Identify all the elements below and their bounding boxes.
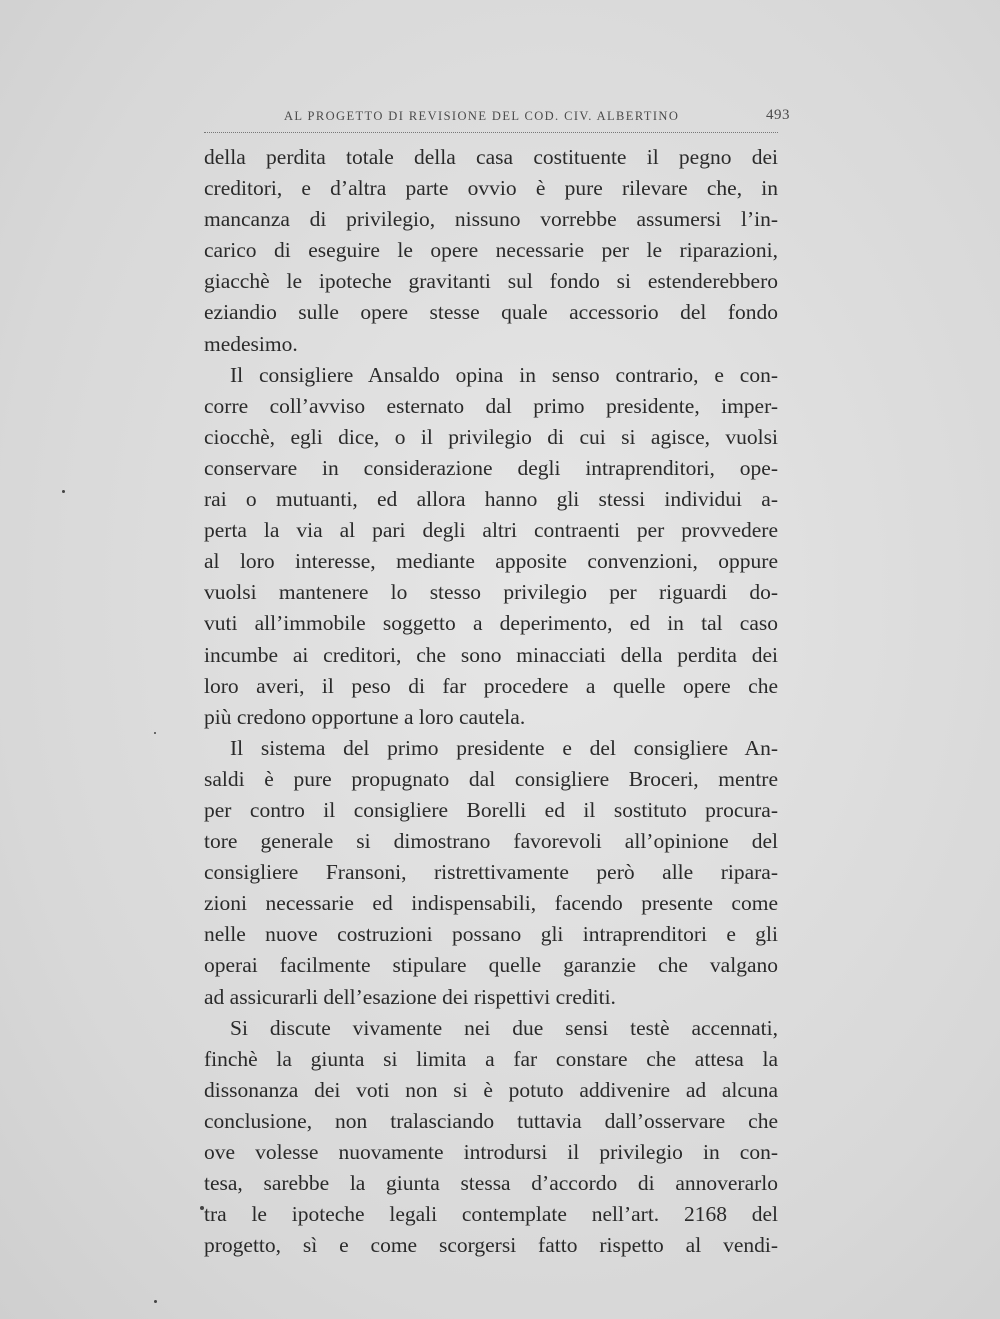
text-line: carico di eseguire le opere necessarie per le riparazioni, bbox=[204, 238, 778, 263]
text-line: tore generale si dimostrano favorevoli all’opinione del bbox=[204, 829, 778, 854]
text-line: saldi è pure propugnato dal consigliere Broceri, mentre bbox=[204, 766, 778, 791]
print-speck bbox=[154, 1300, 157, 1303]
text-line: tesa, sarebbe la giunta stessa d’accordo di annoverarlo bbox=[204, 1171, 778, 1196]
running-header bbox=[284, 107, 790, 129]
print-speck bbox=[62, 490, 65, 493]
text-line: progetto, sì e come scorgersi fatto rispetto al vendi- bbox=[204, 1233, 778, 1258]
text-line: ad assicurarli dell’esazione dei rispettivi crediti. bbox=[204, 984, 616, 1009]
text-line: mancanza di privilegio, nissuno vorrebbe assumersi l’in- bbox=[204, 207, 778, 232]
text-line: conclusione, non tralasciando tuttavia dall’osservare che bbox=[204, 1108, 778, 1133]
text-line: ove volesse nuovamente introdursi il privilegio in con- bbox=[204, 1140, 778, 1164]
text-line: vuti all’immobile soggetto a deperimento, ed in tal caso bbox=[204, 611, 778, 636]
print-speck bbox=[200, 1206, 204, 1210]
running-title: AL PROGETTO DI REVISIONE DEL COD. CIV. ALBERTINO bbox=[284, 109, 680, 123]
text-line: incumbe ai creditori, che sono minacciati della perdita dei bbox=[204, 642, 778, 667]
text-line: zioni necessarie ed indispensabili, facendo presente come bbox=[204, 891, 778, 916]
text-line: ciocchè, egli dice, o il privilegio di cui si agisce, vuolsi bbox=[204, 424, 778, 449]
text-line: rai o mutuanti, ed allora hanno gli stessi individui a- bbox=[204, 487, 778, 512]
text-line: conservare in considerazione degli intraprenditori, ope- bbox=[204, 455, 778, 480]
text-line: per contro il consigliere Borelli ed il sostituto procura- bbox=[204, 797, 778, 822]
text-line: loro averi, il peso di far procedere a quelle opere che bbox=[204, 673, 778, 698]
text-line: operai facilmente stipulare quelle garanzie che valgano bbox=[204, 953, 778, 978]
text-line: nelle nuove costruzioni possano gli intraprenditori e gli bbox=[204, 922, 778, 947]
text-line: consigliere Fransoni, ristrettivamente però alle ripara- bbox=[204, 860, 778, 885]
text-line: dissonanza dei voti non si è potuto addivenire ad alcuna bbox=[204, 1077, 778, 1102]
text-line: medesimo. bbox=[204, 331, 298, 356]
text-line: giacchè le ipoteche gravitanti sul fondo si estenderebbero bbox=[204, 269, 778, 294]
page-number: 493 bbox=[766, 107, 790, 123]
text-line: più credono opportune a loro cautela. bbox=[204, 704, 526, 729]
text-line: perta la via al pari degli altri contraenti per provvedere bbox=[204, 518, 778, 543]
text-line: corre coll’avviso esternato dal primo presidente, imper- bbox=[204, 393, 778, 418]
text-line: vuolsi mantenere lo stesso privilegio per riguardi do- bbox=[204, 580, 778, 605]
text-line: Il sistema del primo presidente e del consigliere An- bbox=[230, 735, 778, 760]
text-line: creditori, e d’altra parte ovvio è pure rilevare che, in bbox=[204, 176, 778, 201]
text-line: Il consigliere Ansaldo opina in senso contrario, e con- bbox=[230, 362, 778, 387]
text-line: della perdita totale della casa costituente il pegno dei bbox=[204, 145, 778, 169]
print-speck bbox=[154, 732, 156, 734]
text-line: al loro interesse, mediante apposite convenzioni, oppure bbox=[204, 549, 778, 574]
header-rule bbox=[204, 132, 778, 133]
text-line: eziandio sulle opere stesse quale accessorio del fondo bbox=[204, 300, 778, 325]
text-line: finchè la giunta si limita a far constare che attesa la bbox=[204, 1046, 778, 1071]
text-line: tra le ipoteche legali contemplate nell’art. 2168 del bbox=[204, 1202, 778, 1227]
body-text bbox=[204, 142, 778, 1261]
text-line: Si discute vivamente nei due sensi testè accennati, bbox=[230, 1015, 778, 1040]
